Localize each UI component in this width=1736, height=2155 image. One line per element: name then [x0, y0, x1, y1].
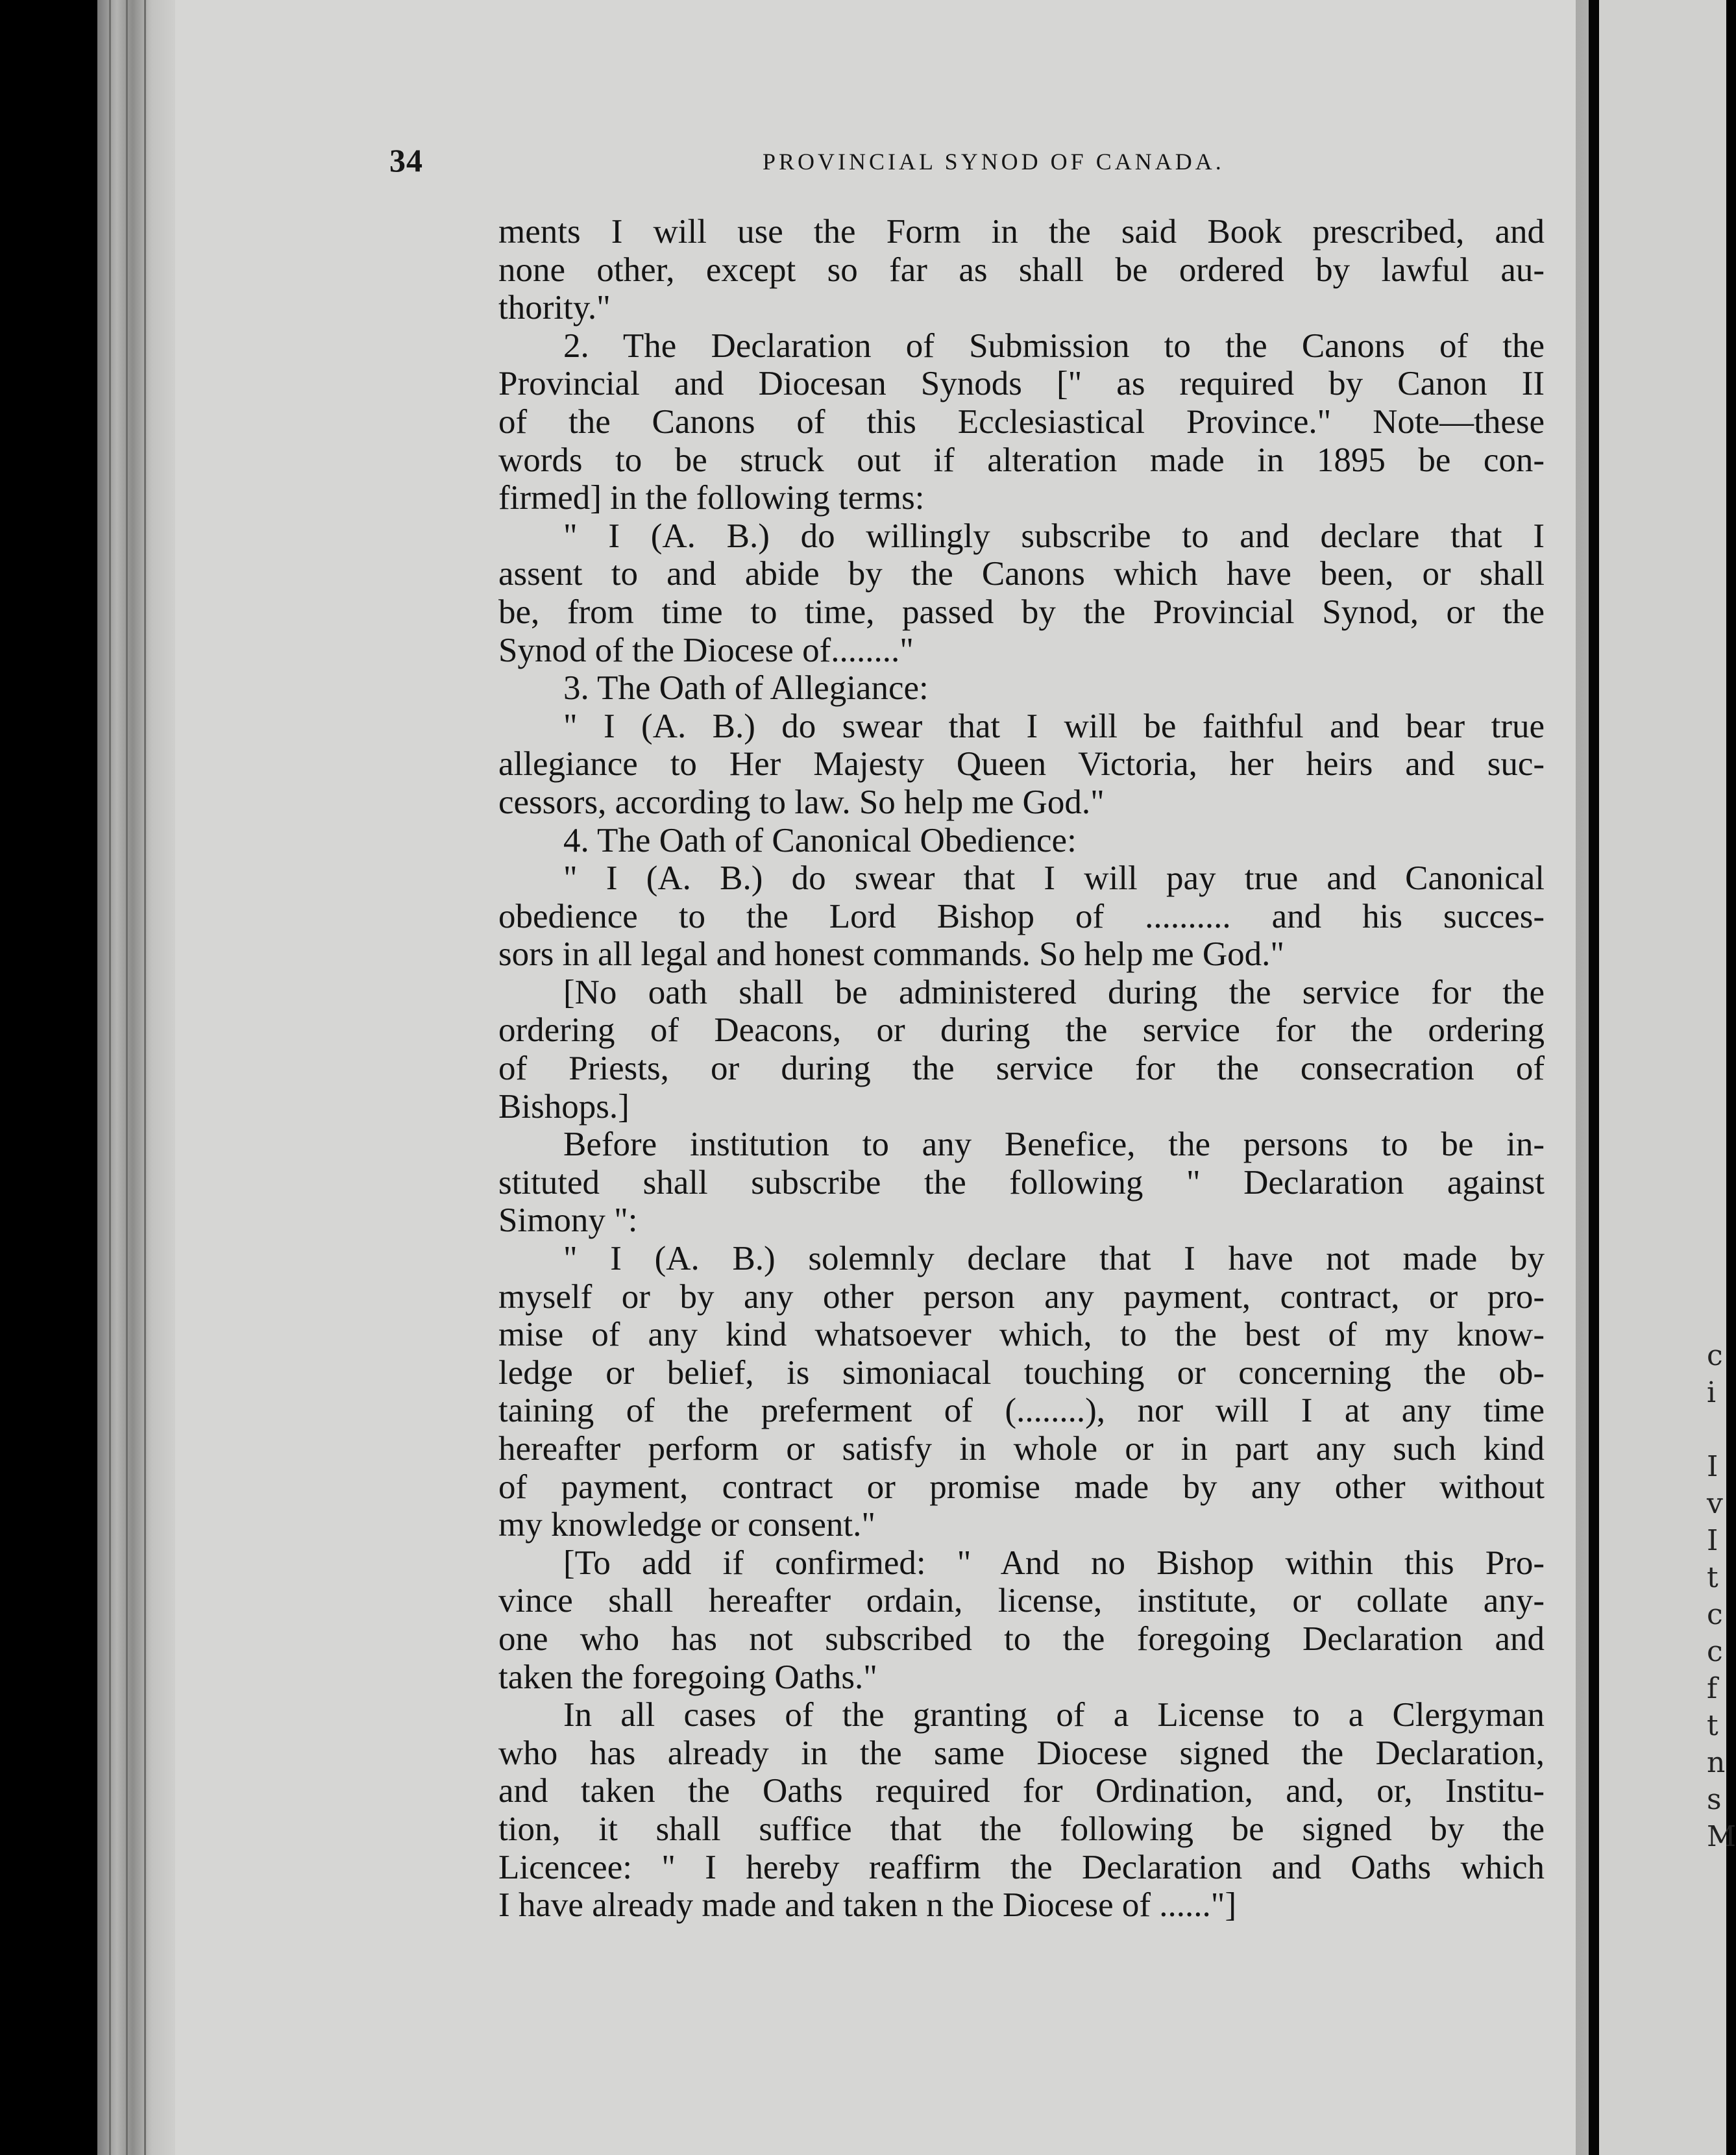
text-line: taining of the preferment of (........), nor will I at any time	[498, 1392, 1545, 1430]
running-title: PROVINCIAL SYNOD OF CANADA.	[763, 149, 1225, 175]
text-line: vince shall hereafter ordain, license, institute, or collate any-	[498, 1582, 1545, 1620]
text-line: ordering of Deacons, or during the service for the ordering	[498, 1011, 1545, 1050]
text-line: obedience to the Lord Bishop of .......... and his succes-	[498, 897, 1545, 935]
facing-line: i	[1707, 1376, 1717, 1409]
text-line: ments I will use the Form in the said Book prescribed, and	[498, 213, 1545, 251]
facing-line: t	[1707, 1709, 1718, 1742]
page-gutter	[97, 0, 175, 2155]
facing-page-text	[1707, 1337, 1736, 1855]
gutter-line	[109, 0, 111, 2155]
text-line: mise of any kind whatsoever which, to the best of my know-	[498, 1316, 1545, 1354]
text-line: allegiance to Her Majesty Queen Victoria, her heirs and suc-	[498, 745, 1545, 783]
facing-line: c	[1707, 1598, 1723, 1631]
text-line: [No oath shall be administered during the service for the	[563, 973, 1545, 1011]
text-line: of the Canons of this Ecclesiastical Province." Note—these	[498, 402, 1545, 441]
text-line: words to be struck out if alteration made in 1895 be con-	[498, 441, 1545, 479]
book-page	[97, 0, 1577, 2155]
text-line: In all cases of the granting of a License to a Clergyman	[563, 1696, 1545, 1734]
facing-line: s	[1707, 1783, 1722, 1816]
text-line: ledge or belief, is simoniacal touching or concerning the ob-	[498, 1353, 1545, 1392]
text-line: stituted shall subscribe the following " Declaration against	[498, 1163, 1545, 1201]
text-line: Licencee: " I hereby reaffirm the Declaration and Oaths which	[498, 1848, 1545, 1886]
facing-line: v	[1707, 1487, 1723, 1520]
text-line: hereafter perform or satisfy in whole or in part any such kind	[498, 1430, 1545, 1468]
text-line: be, from time to time, passed by the Provincial Synod, or the	[498, 593, 1545, 631]
text-line: of payment, contract or promise made by any other without	[498, 1468, 1545, 1506]
text-line: " I (A. B.) solemnly declare that I have not made by	[563, 1240, 1545, 1278]
text-line: tion, it shall suffice that the following be signed by the	[498, 1810, 1545, 1848]
running-head	[389, 142, 1278, 180]
facing-line: f	[1707, 1672, 1718, 1705]
page-number: 34	[389, 142, 423, 179]
facing-line: I	[1707, 1524, 1718, 1557]
text-line: none other, except so far as shall be ordered by lawful au-	[498, 251, 1545, 289]
text-line: Bishops.]	[498, 1087, 630, 1126]
text-line: cessors, according to law. So help me God."	[498, 783, 1105, 821]
text-line: thority."	[498, 289, 611, 327]
facing-line	[1707, 1411, 1736, 1448]
facing-line: M	[1707, 1820, 1736, 1853]
text-line: firmed] in the following terms:	[498, 479, 925, 517]
text-line: who has already in the same Diocese signed the Declaration,	[498, 1734, 1545, 1772]
text-line: assent to and abide by the Canons which have been, or shall	[498, 555, 1545, 593]
text-line: " I (A. B.) do willingly subscribe to and declare that I	[563, 517, 1545, 555]
text-line: 2. The Declaration of Submission to the Canons of the	[563, 326, 1545, 365]
text-line: I have already made and taken n the Diocese of ......"]	[498, 1886, 1237, 1925]
text-line: and taken the Oaths required for Ordination, and, or, Institu-	[498, 1772, 1545, 1810]
text-line: sors in all legal and honest commands. So help me God."	[498, 935, 1285, 974]
facing-line: t	[1707, 1561, 1718, 1594]
facing-line: n	[1707, 1746, 1726, 1779]
facing-line: I	[1707, 1450, 1718, 1483]
text-line: [To add if confirmed: " And no Bishop within this Pro-	[563, 1544, 1545, 1582]
facing-line: c	[1707, 1635, 1723, 1668]
text-line: Synod of the Diocese of........"	[498, 631, 914, 669]
body-text	[498, 213, 1545, 1925]
text-line: Simony ":	[498, 1201, 638, 1240]
gutter-line	[126, 0, 128, 2155]
text-line: 4. The Oath of Canonical Obedience:	[563, 821, 1077, 859]
text-line: 3. The Oath of Allegiance:	[563, 669, 929, 708]
facing-page	[1599, 0, 1736, 2155]
book-spine	[1589, 0, 1599, 2155]
text-line: Provincial and Diocesan Synods [" as required by Canon II	[498, 365, 1545, 403]
text-line: one who has not subscribed to the foregoing Declaration and	[498, 1619, 1545, 1658]
text-line: myself or by any other person any payment, contract, or pro-	[498, 1277, 1545, 1316]
text-line: taken the foregoing Oaths."	[498, 1658, 877, 1696]
gutter-line	[144, 0, 146, 2155]
text-line: Before institution to any Benefice, the persons to be in-	[563, 1126, 1545, 1164]
facing-line: c	[1707, 1339, 1723, 1372]
text-line: of Priests, or during the service for the consecration of	[498, 1050, 1545, 1088]
text-line: my knowledge or consent."	[498, 1506, 875, 1544]
text-line: " I (A. B.) do swear that I will be faithful and bear true	[563, 707, 1545, 745]
text-line: " I (A. B.) do swear that I will pay true and Canonical	[563, 859, 1545, 898]
